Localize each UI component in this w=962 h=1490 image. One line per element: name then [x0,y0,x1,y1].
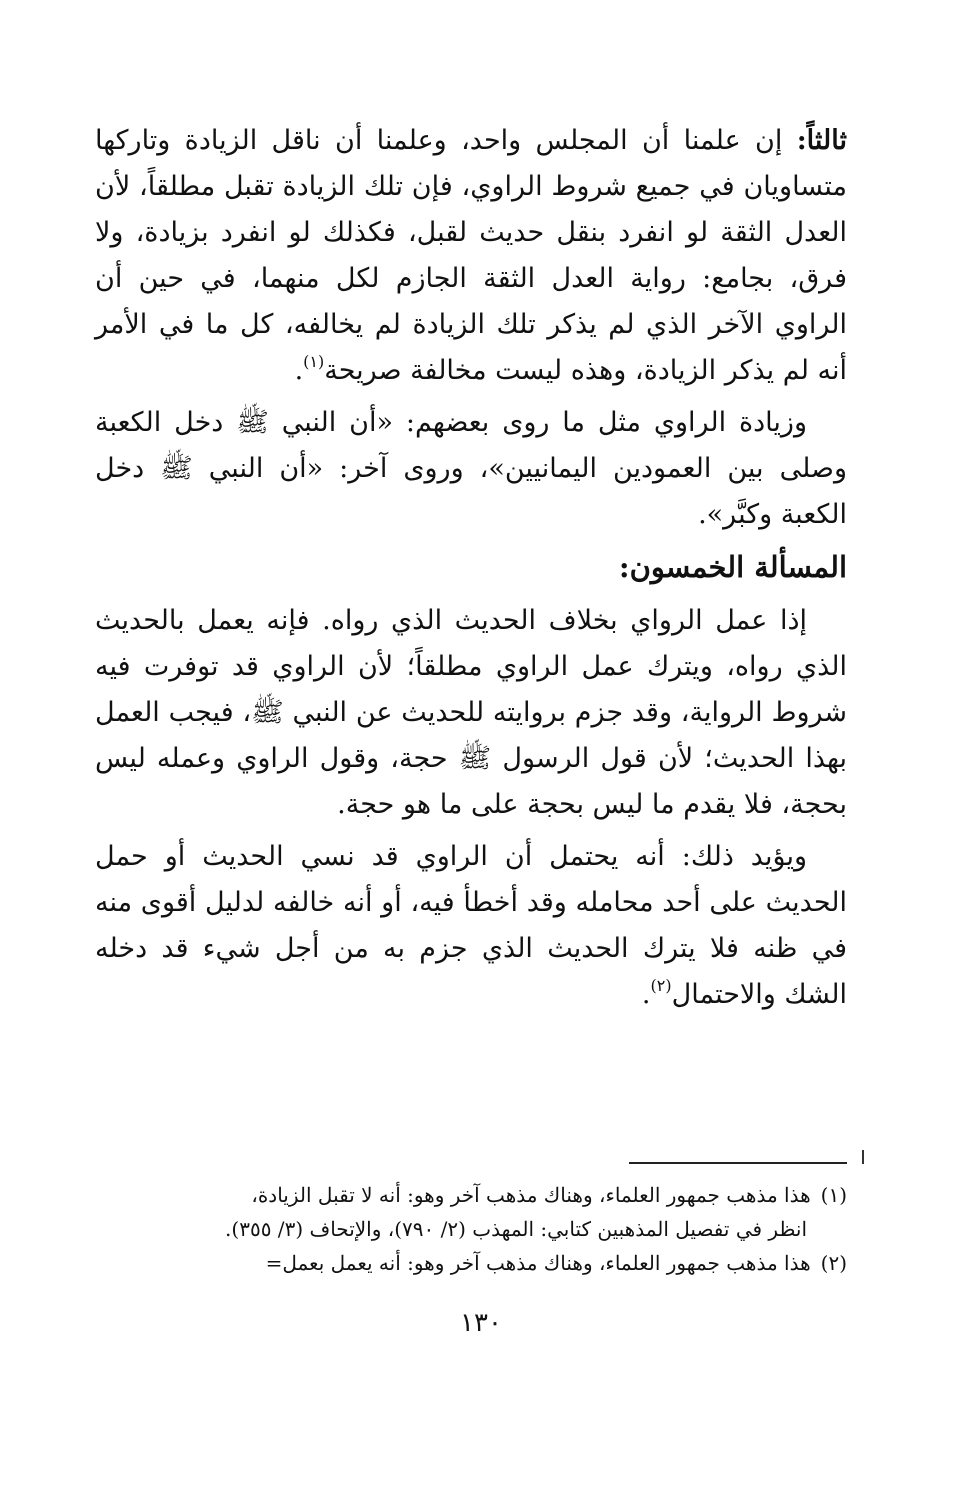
paragraph-text: ويؤيد ذلك: أنه يحتمل أن الراوي قد نسي الحديث أو حمل الحديث على أحد محامله وقد أخطأ فيه، أو أنه خالفه لدليل أقوى منه في ظنه فلا يترك الحديث الذي جزم به من أجل شيء قد دخله الشك والاحتمال [95,841,847,1010]
paragraph-ziyadat-al-rawi [95,400,847,538]
footnote-2 [95,1246,847,1280]
footnote-1 [95,1178,847,1212]
footnote-1-continuation [95,1212,847,1246]
page-body [95,118,847,1024]
paragraph-tail: . [294,355,304,386]
footnote-separator [629,1162,847,1164]
paragraph-yuayyid [95,834,847,1018]
footnote-number: (٢) [820,1251,847,1275]
footnote-text: هذا مذهب جمهور العلماء، وهناك مذهب آخر وهو: أنه يعمل بعمل= [265,1251,811,1275]
footnote-reference[interactable]: (١) [303,352,325,371]
paragraph-text: إن علمنا أن المجلس واحد، وعلمنا أن ناقل الزيادة وتاركها متساويان في جميع شروط الراوي، فإن تلك الزيادة تقبل مطلقاً، لأن العدل الثقة لو انفرد بنقل حديث لقبل، فكذلك لو انفرد بزيادة، ولا فرق، بجامع: رواية العدل الثقة الجازم لكل منهما، في حين أن الراوي الآخر الذي لم يذكر تلك الزيادة لم يخالفه، كل ما في الأمر أنه لم يذكر الزيادة، وهذه ليست مخالفة صريحة [95,125,847,386]
paragraph-text: وزيادة الراوي مثل ما روى بعضهم: «أن النبي ﷺ دخل الكعبة وصلى بين العمودين اليمانيين»، وروى آخر: «أن النبي ﷺ دخل الكعبة وكبَّر». [95,407,847,530]
footnotes [95,1178,847,1280]
paragraph-tail: . [641,979,651,1010]
footnote-number: (١) [820,1183,847,1207]
paragraph-amal-al-rawi [95,598,847,828]
margin-mark [862,1150,864,1164]
paragraph-thalithan [95,118,847,394]
page-number: ١٣٠ [460,1308,502,1338]
paragraph-lead-term: ثالثاً: [796,125,847,156]
footnote-text: هذا مذهب جمهور العلماء، وهناك مذهب آخر وهو: أنه لا تقبل الزيادة، [251,1183,811,1207]
footnote-text: انظر في تفصيل المذهبين كتابي: المهذب (٢/ ٧٩٠)، والإتحاف (٣/ ٣٥٥). [225,1217,807,1241]
section-heading: المسألة الخمسون: [618,550,847,584]
paragraph-text: إذا عمل الرواي بخلاف الحديث الذي رواه. فإنه يعمل بالحديث الذي رواه، ويترك عمل الراوي مطلقاً؛ لأن الراوي قد توفرت فيه شروط الرواية، وقد جزم بروايته للحديث عن النبي ﷺ، فيجب العمل بهذا الحديث؛ لأن قول الرسول ﷺ حجة، وقول الراوي وعمله ليس بحجة، فلا يقدم ما ليس بحجة على ما هو حجة. [95,605,847,820]
footnote-reference[interactable]: (٢) [650,976,672,995]
